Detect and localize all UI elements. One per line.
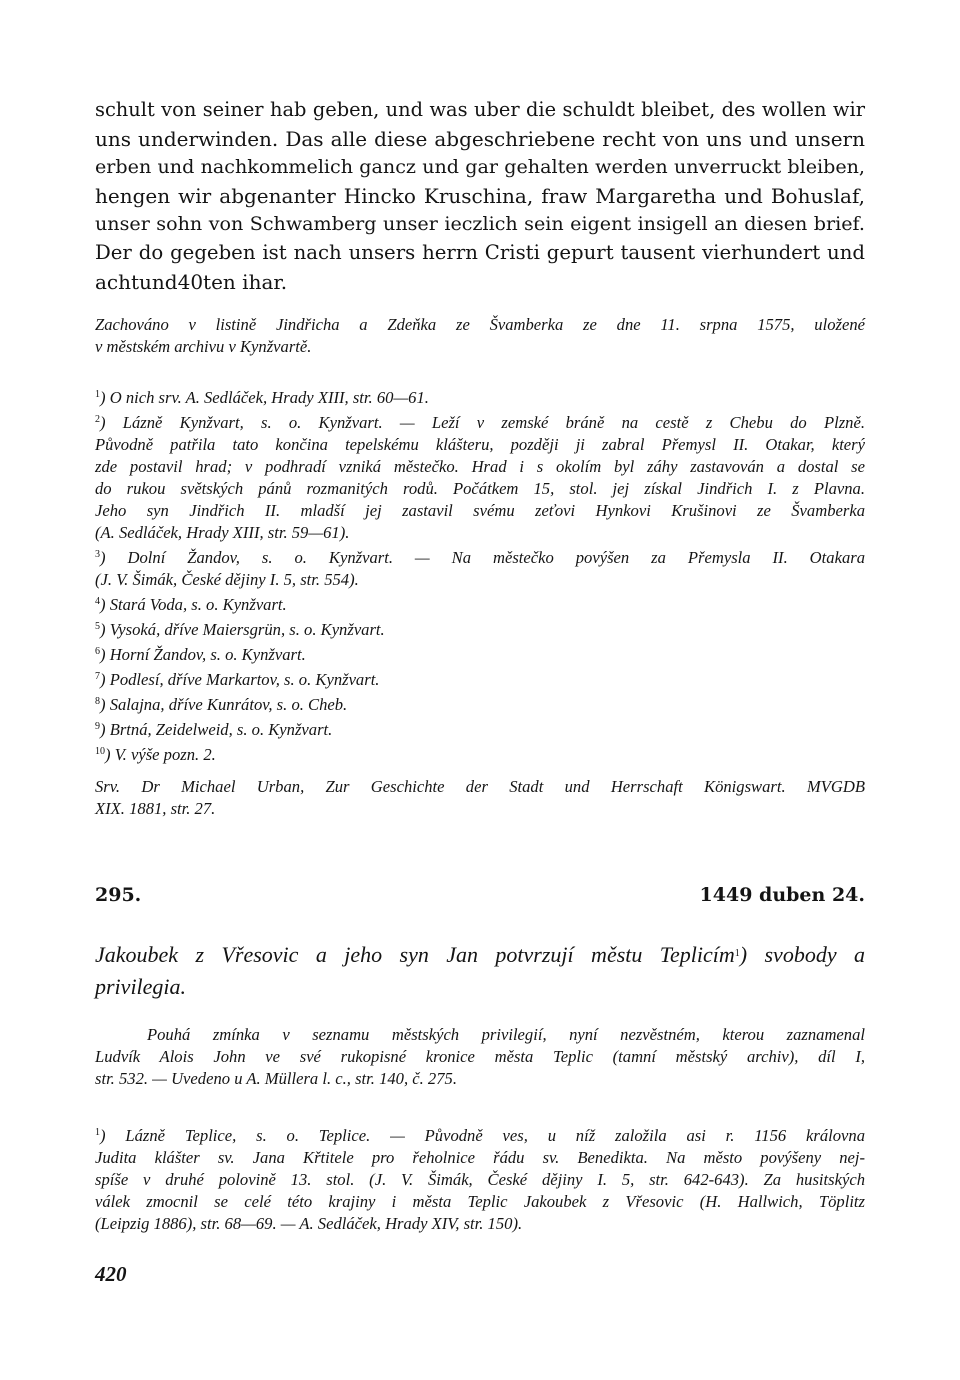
entry-footnote-line: $^1$) Lázně Teplice, s. o. Teplice. — Původně ves, u níž založila asi r. 1156 královna — [95, 1126, 865, 1145]
footnote-8: $^8$) Salajna, dříve Kunrátov, s. o. Cheb. — [95, 695, 348, 714]
entry-footnote-line: Judita klášter sv. Jana Křtitele pro řeholnice řádu sv. Benedikta. Na město povýšeny nej- — [95, 1148, 865, 1167]
reference-note — [95, 776, 865, 820]
entry-heading — [95, 884, 865, 906]
entry-regest — [95, 938, 865, 1003]
footnote-3: $^3$) Dolní Žandov, s. o. Kynžvart. — Na městečko povýšen za Přemysla II. Otakara — [95, 548, 865, 567]
page-number: 420 — [95, 1262, 127, 1286]
reference-line: Srv. Dr Michael Urban, Zur Geschichte der Stadt und Herrschaft Königswart. MVGDB — [95, 777, 865, 796]
footnote-1: $^1$) O nich srv. A. Sedláček, Hrady XIII, str. 60—61. — [95, 388, 429, 407]
footnote-6: $^6$) Horní Žandov, s. o. Kynžvart. — [95, 645, 306, 664]
charter-line: unser sohn von Schwamberg unser ieczlich sein eigent insigell an diesen brief. — [95, 212, 865, 236]
entry-note — [95, 1024, 865, 1090]
charter-line: erben und nachkommelich gancz und gar gehalten werden unverruckt bleiben, — [95, 155, 865, 179]
regest-line: privilegia. — [95, 974, 187, 999]
regest-line: Jakoubek z Vřesovic a jeho syn Jan potvrzují městu Teplicím$^1$) svobody a — [95, 942, 866, 967]
entry-note-line: Pouhá zmínka v seznamu městských privilegií, nyní nezvěstném, kterou zaznamenal — [147, 1025, 865, 1044]
footnote-2-line: zde postavil hrad; v podhradí vzniká městečko. Hrad i s okolím byl záhy zastavován a dostal se — [95, 457, 865, 476]
footnote-10: $^{10}$) V. výše pozn. 2. — [95, 745, 216, 764]
entry-note-line: str. 532. — Uvedeno u A. Müllera l. c., str. 140, č. 275. — [95, 1069, 457, 1088]
footnotes — [95, 384, 865, 766]
footnote-2-line: do rukou světských pánů rozmanitých rodů. Počátkem 15, stol. jej získal Jindřich I. z Plavna. — [95, 479, 865, 498]
preservation-note — [95, 314, 865, 358]
entry-note-line: Ludvík Alois John ve své rukopisné kronice města Teplic (tamní městský archiv), díl I, — [95, 1047, 865, 1066]
reference-line: XIX. 1881, str. 27. — [95, 799, 216, 818]
entry-number: 295. — [95, 884, 142, 906]
entry-footnote-line: spíše v druhé polovině 13. stol. (J. V. Šimák, České dějiny I. 5, str. 642-643). Za husitských — [95, 1170, 865, 1189]
charter-text — [95, 96, 865, 296]
entry-footnote — [95, 1122, 865, 1235]
note-line: Zachováno v listině Jindřicha a Zdeňka ze Švamberka ze dne 11. srpna 1575, uložené — [95, 315, 865, 334]
charter-line: Der do gegeben ist nach unsers herrn Cristi gepurt tausent vierhundert und — [95, 240, 865, 264]
entry-footnote-line: (Leipzig 1886), str. 68—69. — A. Sedláček, Hrady XIV, str. 150). — [95, 1214, 523, 1233]
charter-line: achtund40ten ihar. — [95, 269, 288, 294]
footnote-2-line: Jeho syn Jindřich II. mladší jej zastavil svému zeťovi Hynkovi Krušinovi ze Švamberka — [95, 501, 865, 520]
footnote-5: $^5$) Vysoká, dříve Maiersgrün, s. o. Kynžvart. — [95, 620, 385, 639]
entry-date: 1449 duben 24. — [699, 884, 865, 906]
charter-line: uns underwinden. Das alle diese abgeschriebene recht von uns und unsern — [95, 126, 865, 151]
note-line: v městském archivu v Kynžvartě. — [95, 337, 312, 356]
charter-line: schult von seiner hab geben, und was uber die schuldt bleibet, des wollen wir — [95, 98, 865, 121]
entry-footnote-line: válek zmocnil se celé této krajiny i města Teplic Jakoubek z Vřesovic (H. Hallwich, Töplitz — [95, 1192, 865, 1211]
footnote-2-line: Původně patřila tato končina tepelskému klášteru, později ji zabral Přemysl II. Otakar, který — [95, 435, 865, 454]
footnote-9: $^9$) Brtná, Zeidelweid, s. o. Kynžvart. — [95, 720, 333, 739]
charter-line: hengen wir abgenanter Hincko Kruschina, fraw Margaretha und Bohuslaf, — [95, 183, 865, 208]
footnote-3-line: (J. V. Šimák, České dějiny I. 5, str. 554). — [95, 570, 359, 589]
footnote-4: $^4$) Stará Voda, s. o. Kynžvart. — [95, 595, 287, 614]
footnote-7: $^7$) Podlesí, dříve Markartov, s. o. Kynžvart. — [95, 670, 380, 689]
footnote-2: $^2$) Lázně Kynžvart, s. o. Kynžvart. — Leží v zemské bráně na cestě z Chebu do Plzně. — [95, 413, 865, 432]
footnote-2-line: (A. Sedláček, Hrady XIII, str. 59—61). — [95, 523, 350, 542]
